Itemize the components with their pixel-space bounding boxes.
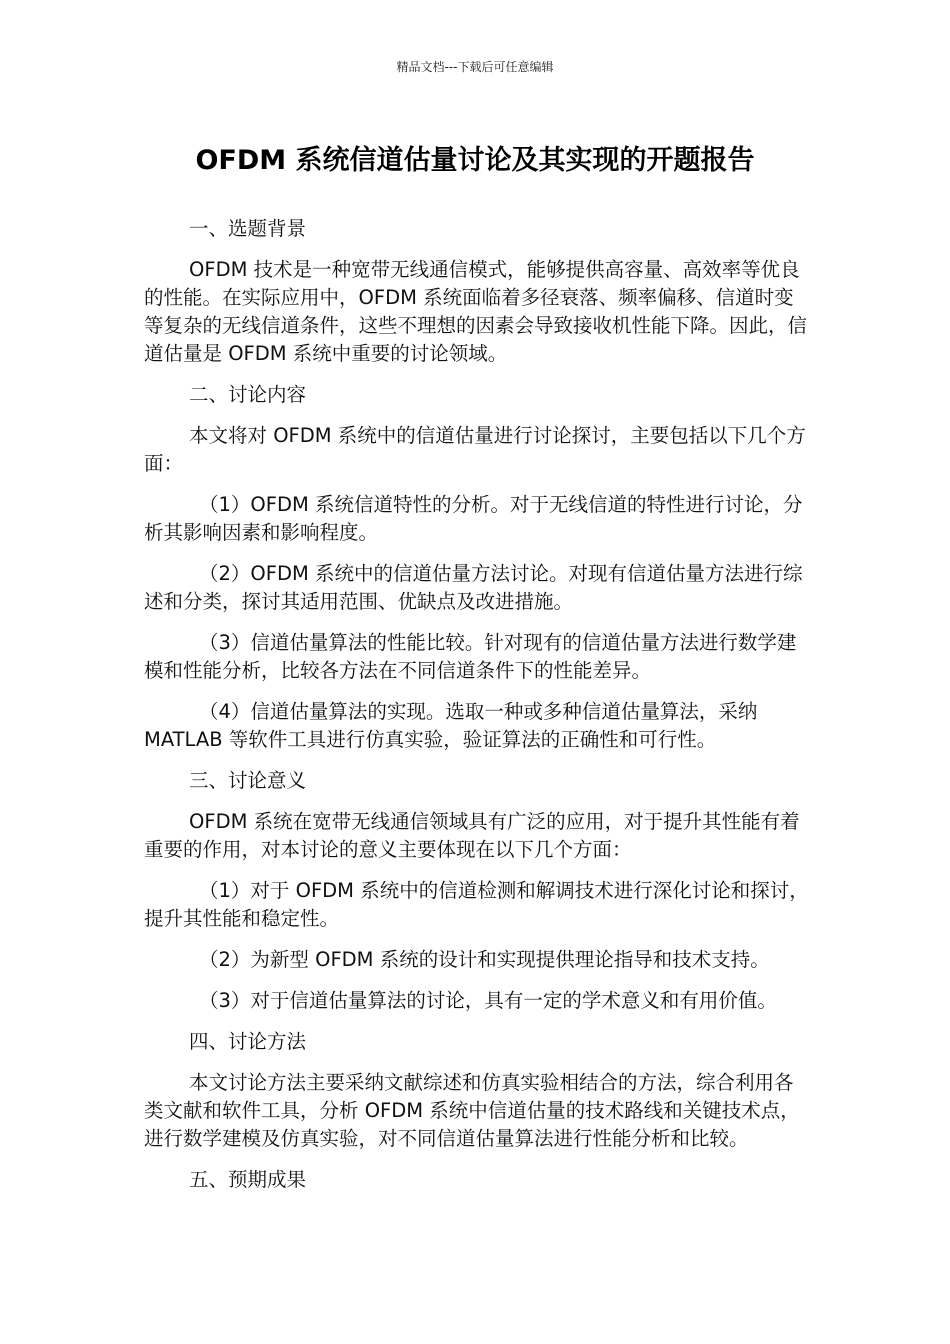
content-item-1: （1）OFDM 系统信道特性的分析。对于无线信道的特性进行讨论，分析其影响因素和影响程度。 [144, 493, 803, 544]
significance-item-2: （2）为新型 OFDM 系统的设计和实现提供理论指导和技术支持。 [199, 948, 770, 971]
background-paragraph: OFDM 技术是一种宽带无线通信模式，能够提供高容量、高效率等优良的性能。在实际应用中，OFDM 系统面临着多径衰落、频率偏移、信道时变等复杂的无线信道条件，这些不理想的因素会导致接收机性能下降。因此，信道估量是 OFDM 系统中重要的讨论领域。 [144, 258, 808, 365]
content-item-2: （2）OFDM 系统中的信道估量方法讨论。对现有信道估量方法进行综述和分类，探讨其适用范围、优缺点及改进措施。 [144, 562, 803, 613]
section-heading-methods: 四、讨论方法 [189, 1030, 307, 1053]
content-intro-paragraph: 本文将对 OFDM 系统中的信道估量进行讨论探讨，主要包括以下几个方面： [144, 424, 806, 475]
section-heading-background: 一、选题背景 [189, 217, 307, 240]
significance-item-3: （3）对于信道估量算法的讨论，具有一定的学术意义和有用价值。 [199, 989, 777, 1012]
significance-item-1: （1）对于 OFDM 系统中的信道检测和解调技术进行深化讨论和探讨，提升其性能和稳定性。 [144, 879, 809, 930]
page-header: 精品文档---下载后可任意编辑 [396, 60, 554, 74]
content-item-4: （4）信道估量算法的实现。选取一种或多种信道估量算法，采纳 MATLAB 等软件工具进行仿真实验，验证算法的正确性和可行性。 [144, 700, 758, 751]
document-body [144, 215, 809, 1207]
section-heading-significance: 三、讨论意义 [189, 769, 307, 792]
section-heading-content: 二、讨论内容 [189, 383, 307, 406]
significance-intro-paragraph: OFDM 系统在宽带无线通信领域具有广泛的应用，对于提升其性能有着重要的作用，对本讨论的意义主要体现在以下几个方面： [144, 810, 800, 861]
content-item-3: （3）信道估量算法的性能比较。针对现有的信道估量方法进行数学建模和性能分析，比较各方法在不同信道条件下的性能差异。 [144, 631, 797, 682]
document-title: OFDM 系统信道估量讨论及其实现的开题报告 [195, 145, 755, 176]
section-heading-results: 五、预期成果 [189, 1168, 307, 1191]
methods-paragraph: 本文讨论方法主要采纳文献综述和仿真实验相结合的方法，综合利用各类文献和软件工具，分析 OFDM 系统中信道估量的技术路线和关键技术点，进行数学建模及仿真实验，对不同信道估量算法进行性能分析和比较。 [144, 1071, 800, 1150]
